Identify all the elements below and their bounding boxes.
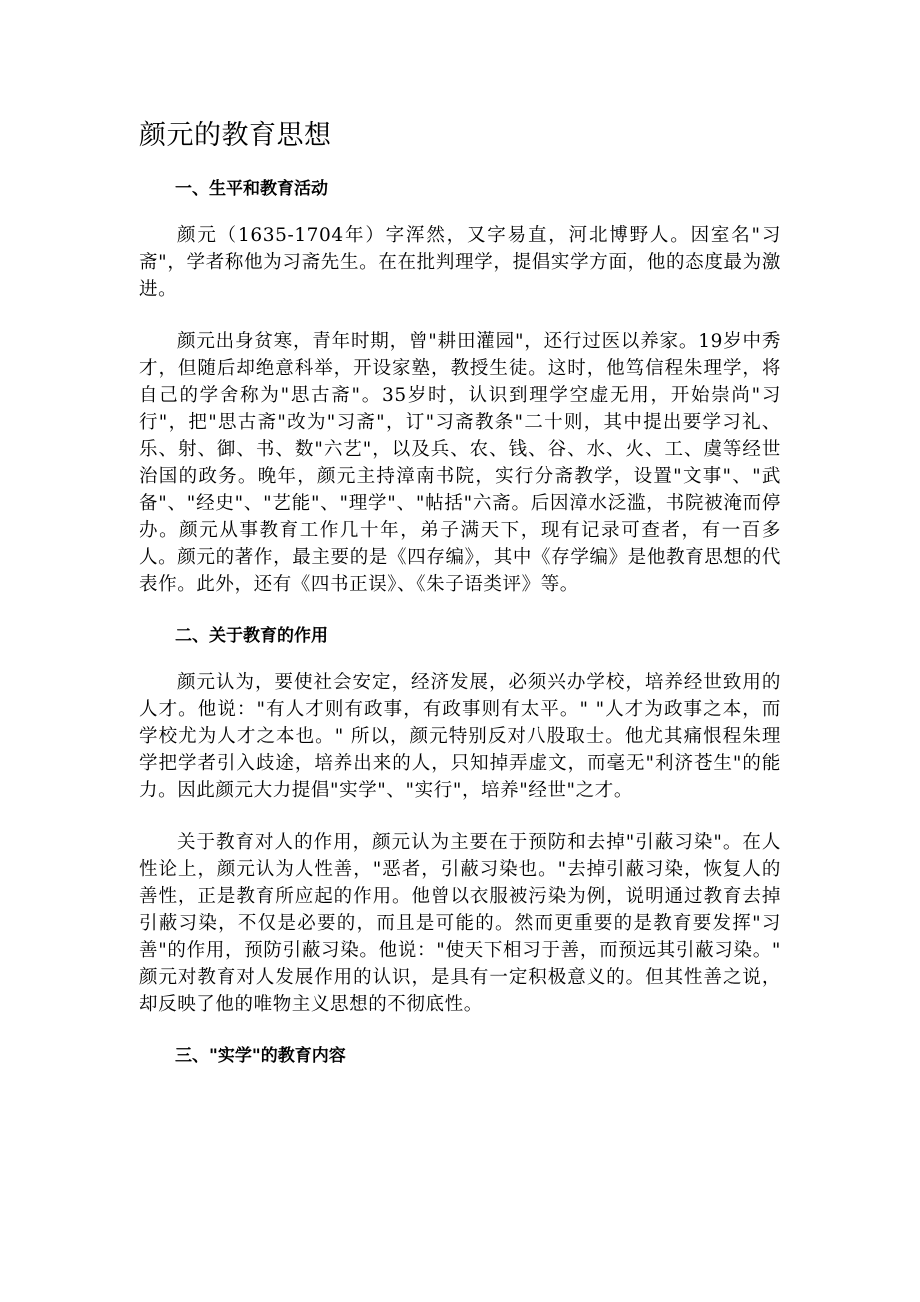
paragraph: 颜元出身贫寒，青年时期，曾"耕田灌园"，还行过医以养家。19岁中秀才，但随后却绝意科举，开设家塾，教授生徒。这时，他笃信程朱理学，将自己的学舍称为"思古斋"。35岁时，认识到理学空虚无用，开始崇尚"习行"，把"思古斋"改为"习斋"，订"习斋教条"二十则，其中提出要学习礼、乐、射、御、书、数"六艺"，以及兵、农、钱、谷、水、火、工、虞等经世治国的政务。晚年，颜元主持漳南书院，实行分斋教学，设置"文事"、"武备"、"经史"、"艺能"、"理学"、"帖括"六斋。后因漳水泛滥，书院被淹而停办。颜元从事教育工作几十年，弟子满天下，现有记录可查者，有一百多人。颜元的著作，最主要的是《四存编》，其中《存学编》是他教育思想的代表作。此外，还有《四书正误》、《朱子语类评》等。 bbox=[139, 331, 781, 595]
paragraph: 颜元（1635-1704年）字浑然，又字易直，河北博野人。因室名"习斋"，学者称他为习斋先生。在在批判理学，提倡实学方面，他的态度最为激进。 bbox=[139, 225, 781, 300]
document-title: 颜元的教育思想 bbox=[139, 120, 332, 151]
paragraph: 关于教育对人的作用，颜元认为主要在于预防和去掉"引蔽习染"。在人性论上，颜元认为人性善，"恶者，引蔽习染也。"去掉引蔽习染，恢复人的善性，正是教育所应起的作用。他曾以衣服被污染为例，说明通过教育去掉引蔽习染，不仅是必要的，而且是可能的。然而更重要的是教育要发挥"习善"的作用，预防引蔽习染。他说："使天下相习于善，而预远其引蔽习染。" 颜元对教育对人发展作用的认识，是具有一定积极意义的。但其性善之说，却反映了他的唯物主义思想的不彻底性。 bbox=[139, 832, 781, 1015]
document-page bbox=[139, 112, 781, 1089]
section-practical-learning bbox=[139, 1043, 781, 1069]
section-heading: 一、生平和教育活动 bbox=[175, 179, 328, 199]
section-life bbox=[139, 176, 781, 598]
paragraph: 颜元认为，要使社会安定，经济发展，必须兴办学校，培养经世致用的人才。他说："有人才则有政事，有政事则有太平。" "人才为政事之本，而学校尤为人才之本也。" 所以，颜元特别反对八股取士。他尤其痛恨程朱理学把学者引入歧途，培养出来的人，只知掉弄虚文，而毫无"利济苍生"的能力。因此颜元大力提倡"实学"、"实行"，培养"经世"之才。 bbox=[139, 672, 781, 801]
section-heading: 二、关于教育的作用 bbox=[175, 626, 328, 646]
section-heading: 三、"实学"的教育内容 bbox=[175, 1046, 346, 1066]
section-role-of-education bbox=[139, 623, 781, 1018]
